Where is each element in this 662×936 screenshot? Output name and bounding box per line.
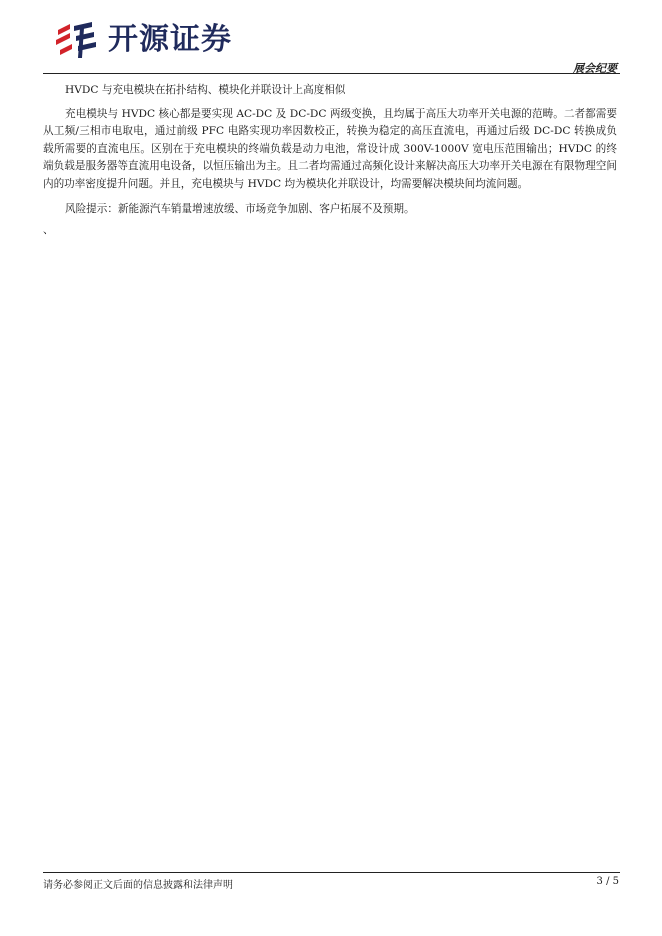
body-paragraph: 充电模块与 HVDC 核心都是要实现 AC-DC 及 DC-DC 两级变换，且均属于高压大功率开关电源的范畴。二者都需要从工频/三相市电取电，通过前级 PFC 电路实现功率因数校正，转换为稳定的高压直流电，再通过后级 DC-DC 转换成负载所需要的直流电压。区别在于充电模块的终端负载是动力电池，常设计成 300V-1000V 宽电压范围输出；HVDC 的终端负载是服务器等直流用电设备，以恒压输出为主。且二者均需通过高频化设计来解决高压大功率开关电源在有限物理空间内的功率密度提升问题。并且，充电模块与 HVDC 均为模块化并联设计，均需要解决模块间均流问题。 [43, 107, 617, 190]
page-number: 3 / 5 [596, 876, 619, 887]
footer-disclaimer: 请务必参阅正文后面的信息披露和法律声明 [43, 880, 233, 891]
brand-name: 开源证券 [108, 22, 232, 57]
brand-logo [52, 20, 232, 60]
page-header [0, 0, 662, 78]
kaiyuan-logo-icon [52, 20, 100, 60]
report-body [43, 82, 617, 235]
header-divider [43, 73, 620, 74]
risk-note: 风险提示：新能源汽车销量增速放缓、市场竞争加剧、客户拓展不及预期。 [65, 203, 415, 215]
document-type-label: 展会纪要 [573, 62, 617, 75]
footer-divider [43, 872, 620, 873]
section-title: HVDC 与充电模块在拓扑结构、模块化并联设计上高度相似 [65, 84, 346, 96]
stray-mark: 、 [43, 223, 54, 236]
